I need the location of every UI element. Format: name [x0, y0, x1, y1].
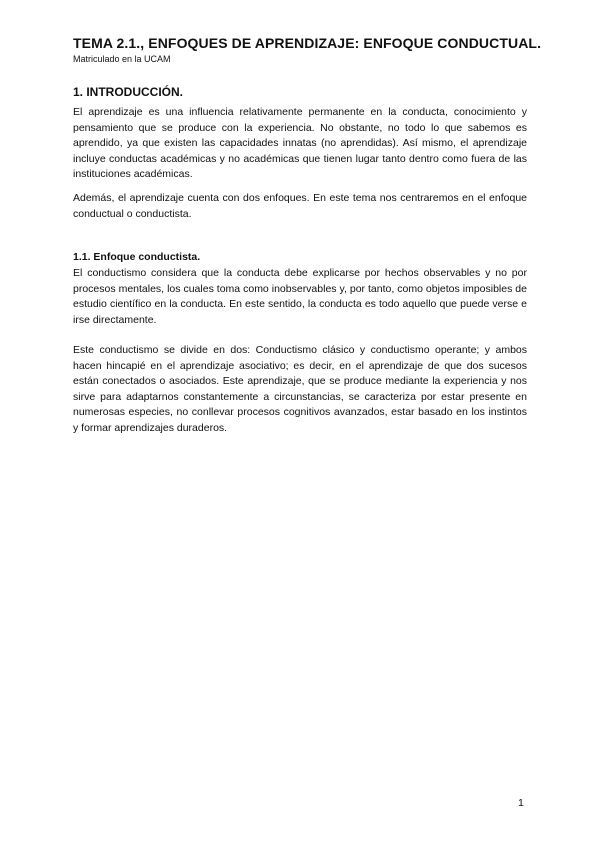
section-heading-introduccion: 1. INTRODUCCIÓN. [73, 85, 184, 99]
paragraph-introduccion-2: Además, el aprendizaje cuenta con dos enfoques. En este tema nos centraremos en el enfoque conductual o conductista. [73, 192, 527, 220]
document-title: TEMA 2.1., ENFOQUES DE APRENDIZAJE: ENFOQUE CONDUCTUAL. [73, 35, 542, 51]
page-number: 1 [518, 797, 524, 809]
paragraph-introduccion-1: El aprendizaje es una influencia relativamente permanente en la conducta, conocimiento y pensamiento que se produce con la experiencia. No obstante, no todo lo que sabemos es aprendido, ya que existen las capacidades innatas (no aprendidas). Así mismo, el aprendizaje incluye conductas académicas y no académicas que tienen lugar tanto dentro como fuera de las instituciones académicas. [73, 106, 527, 180]
paragraph-conductista-2: Este conductismo se divide en dos: Conductismo clásico y conductismo operante; y ambos hacen hincapié en el aprendizaje asociativo; es decir, en el aprendizaje de que dos sucesos están conectados o asociados. Este aprendizaje, que se produce mediante la experiencia y nos sirve para adaptarnos constantemente a circunstancias, se caracteriza por estar presente en numerosas especies, no conllevar procesos cognitivos avanzados, estar basado en los instintos y formar aprendizajes duraderos. [73, 344, 527, 434]
paragraph-conductista-1: El conductismo considera que la conducta debe explicarse por hechos observables y no por procesos mentales, los cuales toma como inobservables y, por tanto, como objetos imposibles de estudio científico en la conducta. En este sentido, la conducta es todo aquello que puede verse e irse directamente. [73, 267, 527, 326]
section-heading-enfoque-conductista: 1.1. Enfoque conductista. [73, 251, 201, 263]
document-subtitle: Matriculado en la UCAM [73, 54, 171, 64]
